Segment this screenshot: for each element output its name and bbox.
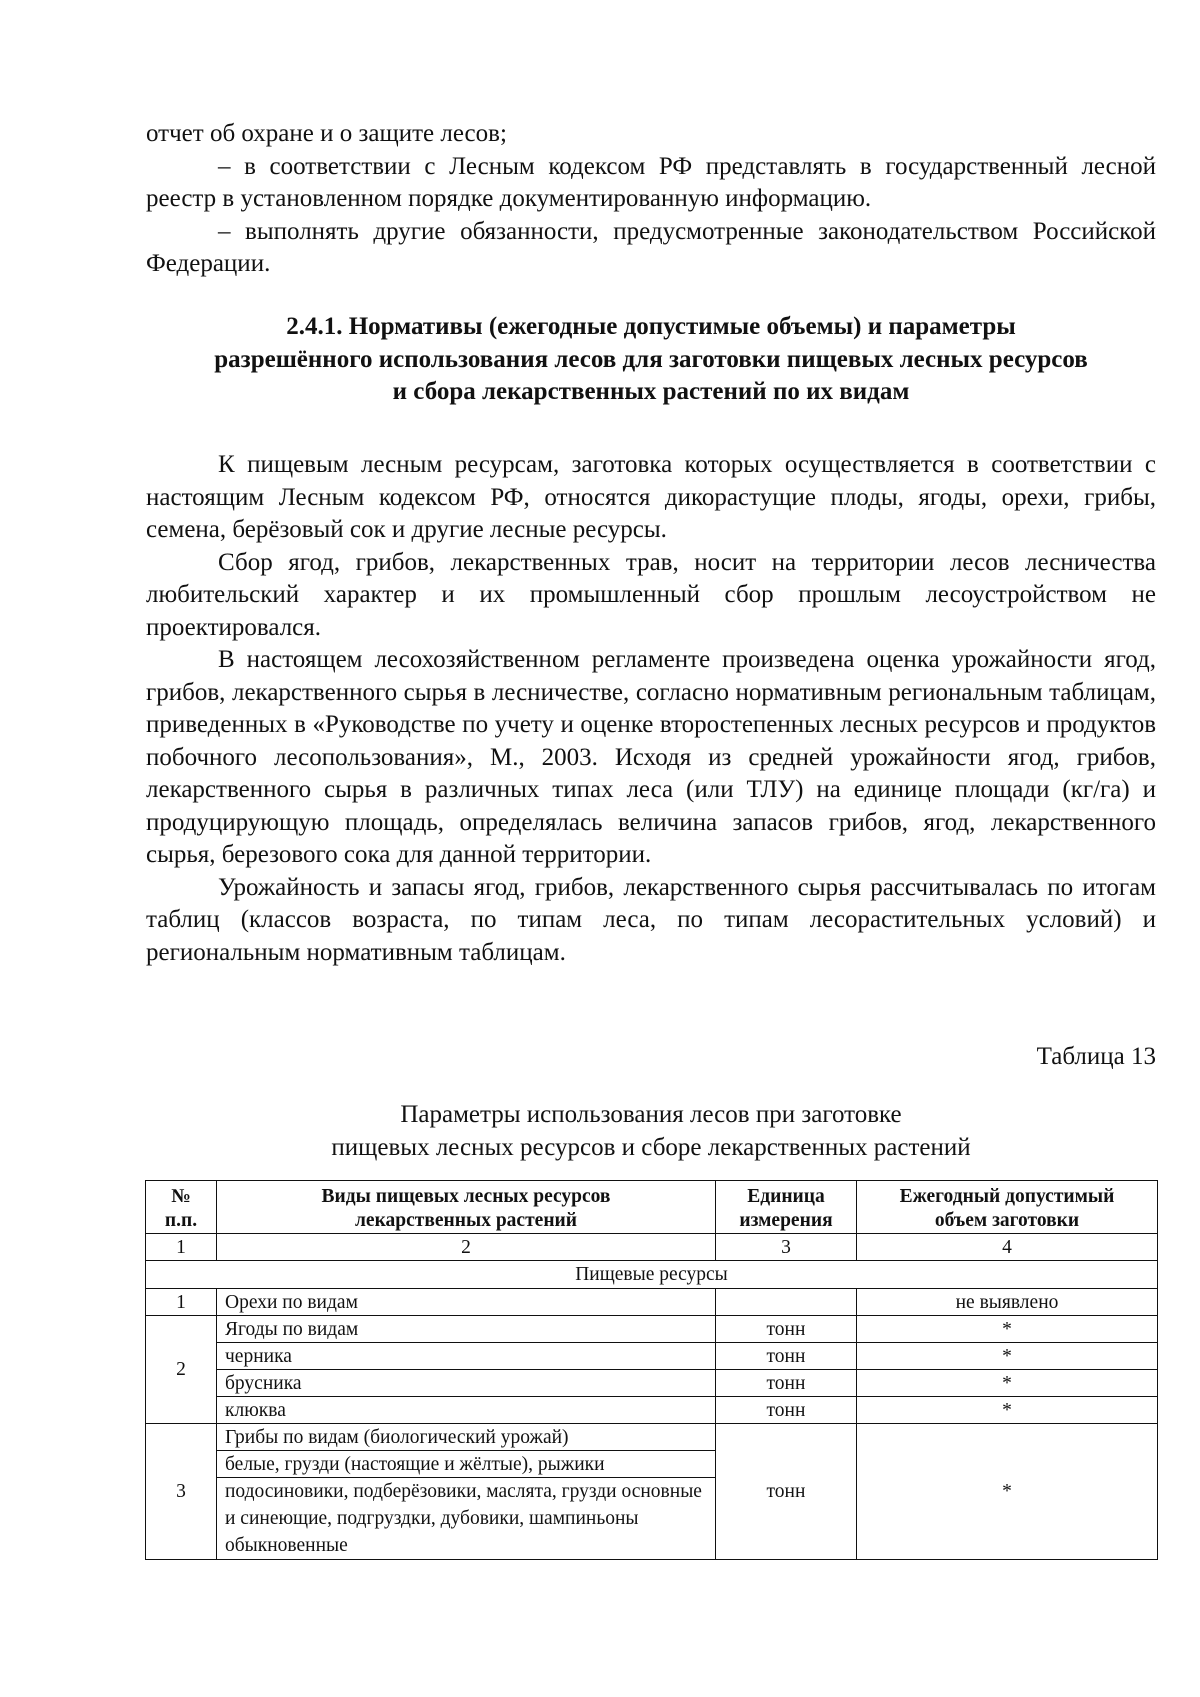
resource-name: подосиновики, подберёзовики, маслята, грузди основные и синеющие, подгруздки, дубовики, шампиньоны обыкновенные — [217, 1478, 716, 1560]
resource-value: * — [857, 1397, 1158, 1424]
text-item-other-duties: – выполнять другие обязанности, предусмотренные законодательством Российской Федерации. — [146, 217, 1156, 277]
header-annual-volume: Ежегодный допустимый объем заготовки — [857, 1181, 1158, 1234]
row-number: 1 — [146, 1289, 217, 1316]
resource-name: Орехи по видам — [217, 1289, 716, 1316]
resource-name: клюква — [217, 1397, 716, 1424]
section-row — [146, 1261, 1158, 1289]
resource-value: * — [857, 1370, 1158, 1397]
header-resource-kind: Виды пищевых лесных ресурсов лекарственных растений — [217, 1181, 716, 1234]
resource-name: Грибы по видам (биологический урожай) — [217, 1424, 716, 1451]
column-number-cell: 3 — [716, 1234, 857, 1261]
paragraph-collection: Сбор ягод, грибов, лекарственных трав, носит на территории лесов лесничества любительский характер и их промышленный сбор прошлым лесоустройством не проектировался. — [146, 548, 1156, 641]
text-line-forest-report: отчет об охране и о защите лесов; — [146, 120, 507, 147]
resource-unit: тонн — [716, 1424, 857, 1560]
table-row — [146, 1289, 1158, 1316]
text-item-forest-registry: – в соответствии с Лесным кодексом РФ представлять в государственный лесной реестр в установленном порядке документированную информацию. — [146, 152, 1156, 212]
table-row — [146, 1397, 1158, 1424]
resource-value: * — [857, 1343, 1158, 1370]
table-header-row — [146, 1181, 1158, 1234]
resources-table — [145, 1180, 1158, 1560]
resource-name: черника — [217, 1343, 716, 1370]
section-title: Пищевые ресурсы — [146, 1261, 1158, 1289]
table-row — [146, 1316, 1158, 1343]
table-row — [146, 1370, 1158, 1397]
column-number-cell: 4 — [857, 1234, 1158, 1261]
resource-unit: тонн — [716, 1316, 857, 1343]
resource-name: брусника — [217, 1370, 716, 1397]
table-caption-line-2: пищевых лесных ресурсов и сборе лекарственных растений — [331, 1133, 971, 1161]
table-row — [146, 1343, 1158, 1370]
table-caption — [146, 1099, 1156, 1164]
resource-unit: тонн — [716, 1343, 857, 1370]
resource-value: * — [857, 1316, 1158, 1343]
resource-unit: тонн — [716, 1397, 857, 1424]
resource-unit — [716, 1289, 857, 1316]
text-block-top — [146, 118, 1156, 281]
table-caption-line-1: Параметры использования лесов при заготовке — [400, 1101, 902, 1128]
resource-value: * — [857, 1424, 1158, 1560]
paragraph-yield-assessment: В настоящем лесохозяйственном регламенте произведена оценка урожайности ягод, грибов, лекарственного сырья в лесничестве, согласно нормативным региональным таблицам, приведенных в «Руководстве по учету и оценке второстепенных лесных ресурсов и продуктов побочного лесопользования», М., 2003. Исходя из средней урожайности ягод, грибов, лекарственного сырья в различных типах леса (или ТЛУ) на единице площади (кг/га) и продуцирующую площадь, определялась величина запасов грибов, ягод, лекарственного сырья, березового сока для данной территории. — [146, 646, 1156, 868]
resource-name: Ягоды по видам — [217, 1316, 716, 1343]
heading-line-2: разрешённого использования лесов для заготовки пищевых лесных ресурсов — [214, 345, 1088, 373]
row-number: 3 — [146, 1424, 217, 1560]
resource-name: белые, грузди (настоящие и жёлтые), рыжики — [217, 1451, 716, 1478]
resource-value: не выявлено — [857, 1289, 1158, 1316]
paragraph-yield-calculation: Урожайность и запасы ягод, грибов, лекарственного сырья рассчитывалась по итогам таблиц (классов возраста, по типам леса, по типам лесорастительных условий) и региональным нормативным таблицам. — [146, 873, 1156, 966]
heading-line-1: 2.4.1. Нормативы (ежегодные допустимые объемы) и параметры — [286, 313, 1016, 340]
heading-line-3: и сбора лекарственных растений по их видам — [392, 378, 910, 405]
text-block-body — [146, 449, 1156, 969]
resource-unit: тонн — [716, 1370, 857, 1397]
column-number-cell: 1 — [146, 1234, 217, 1261]
section-heading — [146, 311, 1156, 409]
header-number: № п.п. — [146, 1181, 217, 1234]
column-number-cell: 2 — [217, 1234, 716, 1261]
header-unit: Единица измерения — [716, 1181, 857, 1234]
column-number-row — [146, 1234, 1158, 1261]
row-number: 2 — [146, 1316, 217, 1424]
table-number: Таблица 13 — [1036, 1043, 1156, 1070]
table-row — [146, 1424, 1158, 1451]
paragraph-food-resources: К пищевым лесным ресурсам, заготовка которых осуществляется в соответствии с настоящим Лесным кодексом РФ, относятся дикорастущие плоды, ягоды, орехи, грибы, семена, берёзовый сок и другие лесные ресурсы. — [146, 451, 1156, 543]
